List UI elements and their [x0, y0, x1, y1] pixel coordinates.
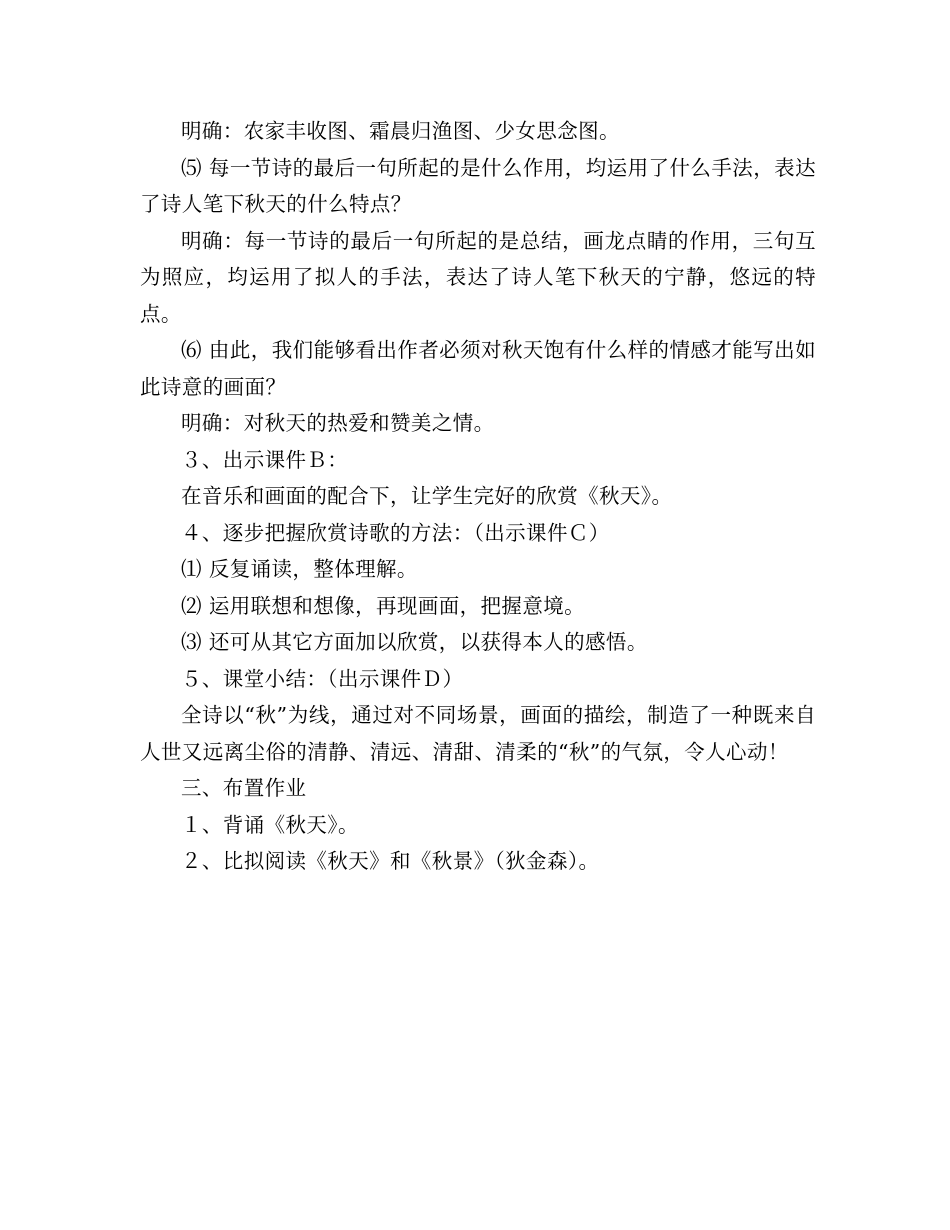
document-body	[140, 113, 816, 880]
step-5-heading: ５、课堂小结：（出示课件Ｄ）	[181, 666, 464, 691]
step-3-content: 在音乐和画面的配合下，让学生完好的欣赏《秋天》。	[181, 484, 673, 508]
homework-item-2: ２、比拟阅读《秋天》和《秋景》（狄金森）。	[181, 849, 600, 873]
method-item-1: ⑴ 反复诵读，整体理解。	[181, 557, 418, 581]
step-4-heading: ４、逐步把握欣赏诗歌的方法：（出示课件Ｃ）	[181, 520, 610, 545]
question-paragraph-6: ⑹ 由此，我们能够看出作者必须对秋天饱有什么样的情感才能写出如此诗意的画面？	[140, 338, 816, 399]
answer-paragraph-emotion: 明确：对秋天的热爱和赞美之情。	[181, 411, 495, 435]
answer-paragraph-summary: 明确：每一节诗的最后一句所起的是总结，画龙点睛的作用，三句互为照应，均运用了拟人的手法，表达了诗人笔下秋天的宁静，悠远的特点。	[140, 228, 816, 326]
summary-paragraph: 全诗以“秋”为线，通过对不同场景，画面的描绘，制造了一种既来自人世又远离尘俗的清静、清远、清甜、清柔的“秋”的气氛，令人心动！	[140, 703, 816, 764]
method-item-2: ⑵ 运用联想和想像，再现画面，把握意境。	[181, 593, 586, 618]
answer-paragraph-scenes: 明确：农家丰收图、霜晨归渔图、少女思念图。	[181, 119, 620, 143]
step-3-heading: ３、出示课件Ｂ：	[181, 447, 349, 472]
question-paragraph-5: ⑸ 每一节诗的最后一句所起的是什么作用，均运用了什么手法，表达了诗人笔下秋天的什么特点？	[140, 155, 816, 216]
section-3-heading: 三、布置作业	[181, 776, 307, 800]
homework-item-1: １、背诵《秋天》。	[181, 812, 359, 837]
method-item-3: ⑶ 还可从其它方面加以欣赏，以获得本人的感悟。	[181, 630, 648, 654]
